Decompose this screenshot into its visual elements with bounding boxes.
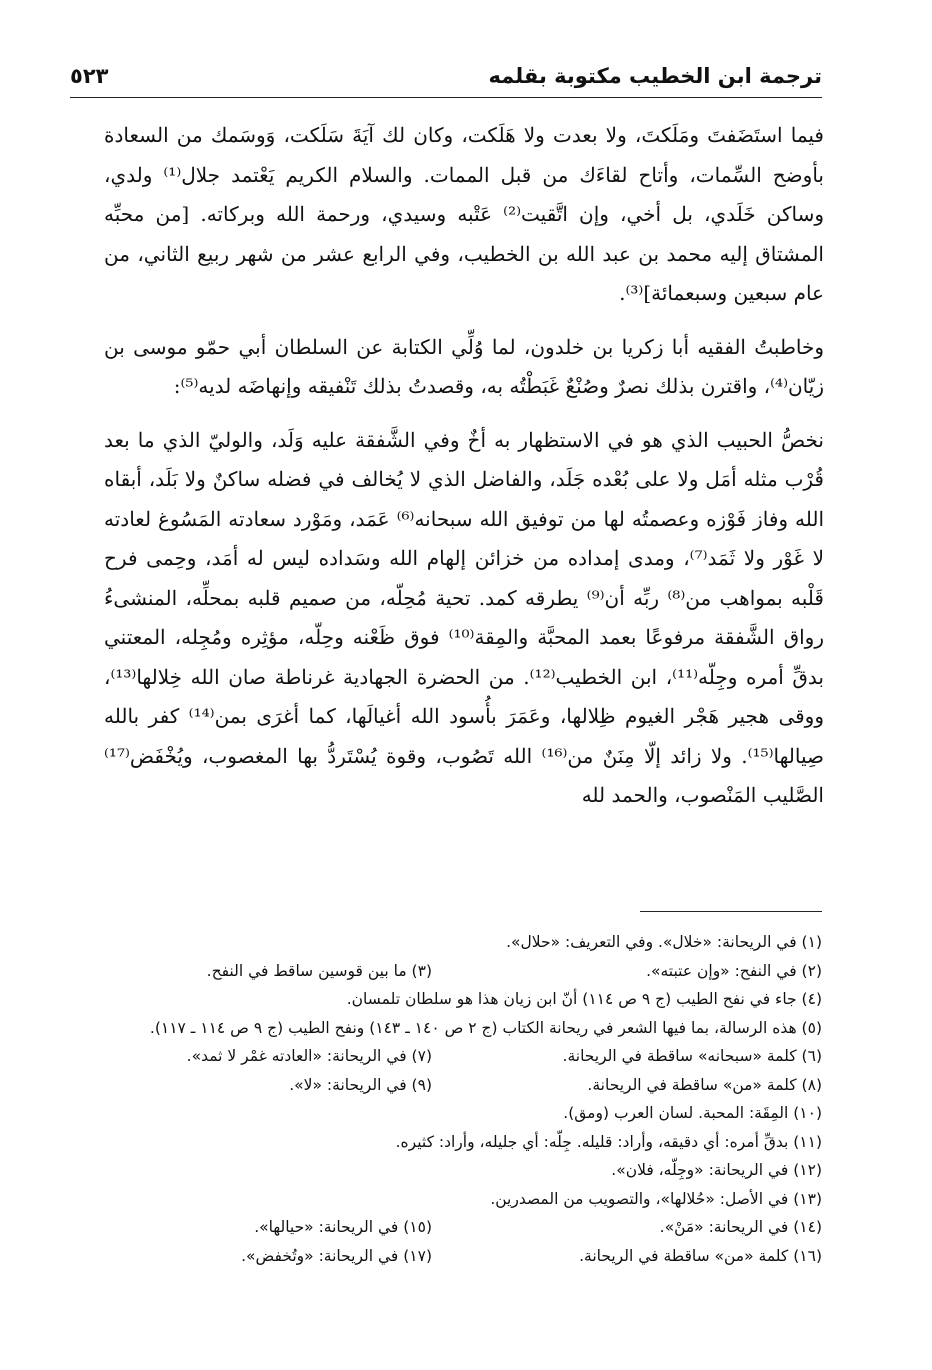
footnote-12: (١٢) في الريحانة: «وجِلّه، فلان». xyxy=(611,1161,822,1179)
paragraph-3: نخصُّ الحبيب الذي هو في الاستظهار به أخٌ وفي الشَّفقة عليه وَلَد، والوليّ الذي ما بعد قُرْب مثله أمَل ولا على بُعْده جَلَد، والفاضل الذي لا يُخالف في فضله ساكنٌ ولا بَلَد، أبقاه الله وفاز فَوْزه وعصمتُه لها من توفيق الله سبحانه⁽⁶⁾ عَمَد، ومَوْرد سعادته المَسُوغ لعادته لا غَوْر ولا ثَمَد⁽⁷⁾، ومدى إمداده من خزائن إلهام الله وسَداده ليس له أمَد، وحِمى فرح قَلْبه بمواهب من⁽⁸⁾ ربِّه أن⁽⁹⁾ يطرقه كمد. تحية مُحِلّه، من صميم قلبه بمحلِّه، المنشىءُ رواق الشَّفقة مرفوعًا بعمد المحبَّة والمِقة⁽¹⁰⁾ فوق ظَعْنه وحِلّه، مؤثِره ومُجِله، المعتني بدقِّ أمره وجِلّه⁽¹¹⁾، ابن الخطيب⁽¹²⁾. من الحضرة الجهادية غرناطة صان الله خِلالها⁽¹³⁾، ووقى هجير هَجْر الغيوم ظِلالها، وعَمَرَ بأُسود الله أغيالَها، كما أغرَى بمن⁽¹⁴⁾ كفر بالله صِيالها⁽¹⁵⁾. ولا زائد إلّا مِنَنٌ من⁽¹⁶⁾ الله تَصُوب، وقوة يُسْتَردُّ بها المغصوب، ويُخْفَض⁽¹⁷⁾ الصَّليب المَنْصوب، والحمد لله xyxy=(104,427,825,807)
footnote-row xyxy=(104,1071,822,1100)
footnote-2: (٢) في النفح: «وإن عتبته». xyxy=(646,961,822,980)
footnote-11: (١١) بدقِّ أمره: أي دقيقه، وأراد: قليله. جِلّه: أي جليله، وأراد: كثيره. xyxy=(395,1132,822,1151)
footnote-row xyxy=(104,1042,822,1071)
footnote-7: (٧) في الريحانة: «العادته غمْر لا ثمد». xyxy=(186,1047,432,1065)
footnote-9: (٩) في الريحانة: «لا». xyxy=(289,1075,432,1094)
footnote-4: (٤) جاء في نفح الطيب (ج ٩ ص ١١٤) أنّ ابن زيان هذا هو سلطان تلمسان. xyxy=(346,990,822,1008)
running-title: ترجمة ابن الخطيب مكتوبة بقلمه xyxy=(488,64,822,88)
footnote-3: (٣) ما بين قوسين ساقط في النفح. xyxy=(206,961,432,980)
footnote-row xyxy=(104,1242,822,1271)
footnote-15: (١٥) في الريحانة: «حيالها». xyxy=(254,1218,432,1236)
footnote-17: (١٧) في الريحانة: «وتُخفض». xyxy=(241,1246,432,1265)
paragraph-2: وخاطبتُ الفقيه أبا زكريا بن خلدون، لما وُلِّي الكتابة عن السلطان أبي حمّو موسى بن زيّان⁽⁴⁾، واقترن بذلك نصرٌ وصُنْعٌ غَبَطْتُه به، وقصدتُ بذلك تَنْفيقه وإنهاضَه لديه⁽⁵⁾: xyxy=(104,334,824,398)
footnote-8: (٨) كلمة «من» ساقطة في الريحانة. xyxy=(587,1075,822,1094)
paragraph-1: فيما استَضَفتَ ومَلَكتَ، ولا بعدت ولا هَلَكت، وكان لك آيَةَ سَلَكت، وَوسَمك من السعادة بأوضح السِّمات، وأتاح لقاءَك من قبل الممات. والسلام الكريم يَعْتمد جلال⁽¹⁾ ولدي، وساكن خَلَدي، بل أخي، وإن اتَّقيت⁽²⁾ عَتْبه وسيدي، ورحمة الله وبركاته. [من محبِّه المشتاق إليه محمد بن عبد الله بن الخطيب، وفي الرابع عشر من شهر ربيع الثاني، من عام سبعين وسبعمائة]⁽³⁾. xyxy=(104,123,824,305)
footnote-row xyxy=(104,1213,822,1242)
footnote-row xyxy=(104,957,822,986)
main-text xyxy=(104,116,824,830)
footnote-divider xyxy=(640,911,822,912)
footnote-1: (١) في الريحانة: «خلال». وفي التعريف: «حلال». xyxy=(506,933,822,951)
footnote-13: (١٣) في الأصل: «حُلالها»، والتصويب من المصدرين. xyxy=(490,1189,822,1208)
header-divider xyxy=(70,97,822,98)
footnote-14: (١٤) في الريحانة: «مَنْ». xyxy=(659,1218,822,1236)
running-header xyxy=(70,58,822,98)
footnote-16: (١٦) كلمة «من» ساقطة في الريحانة. xyxy=(579,1246,822,1265)
footnote-6: (٦) كلمة «سبحانه» ساقطة في الريحانة. xyxy=(562,1047,822,1065)
footnote-10: (١٠) المِقَة: المحبة. لسان العرب (ومق). xyxy=(563,1104,822,1122)
page-number: ٥٢٣ xyxy=(70,64,109,88)
footnote-5: (٥) هذه الرسالة، بما فيها الشعر في ريحانة الكتاب (ج ٢ ص ١٤٠ ـ ١٤٣) ونفح الطيب (ج ٩ ص ١١٤ ـ ١١٧). xyxy=(149,1018,822,1037)
footnotes xyxy=(104,928,822,1270)
